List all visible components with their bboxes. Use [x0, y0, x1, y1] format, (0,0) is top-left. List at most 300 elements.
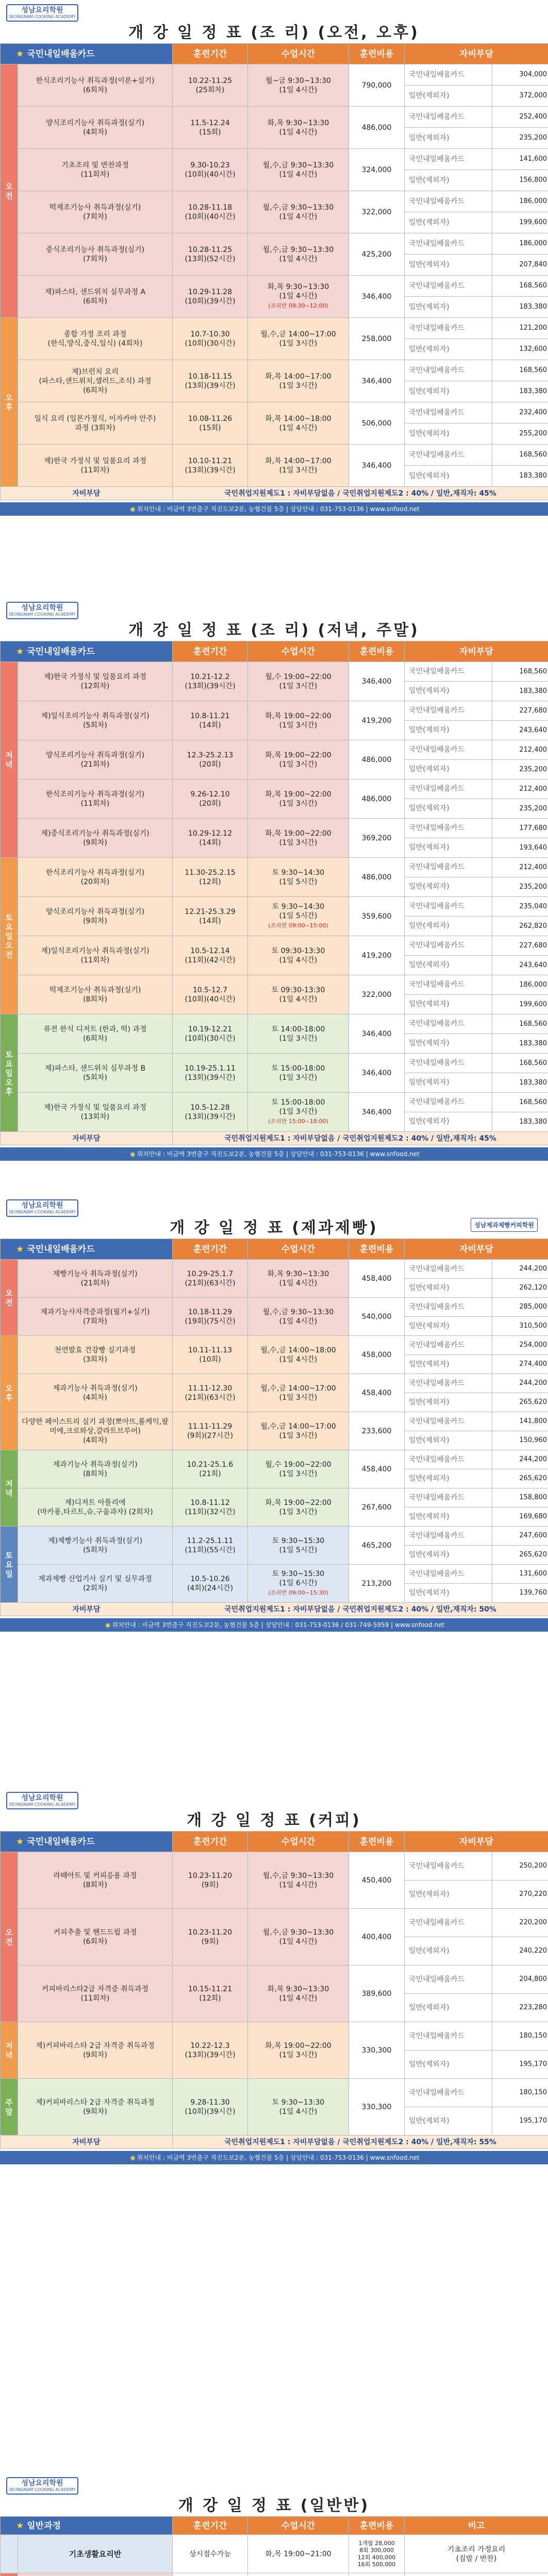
- course-period: 12.21-25.3.29 (14회): [173, 897, 248, 936]
- course-row[interactable]: [1, 779, 548, 799]
- fee-card-amount: 186,000: [492, 233, 548, 255]
- course-time: 월~금 9:30~13:30 (1일 4시간): [248, 64, 349, 107]
- schedule-table: [0, 43, 548, 500]
- fee-label-card: 국민내일배움카드: [409, 902, 465, 910]
- column-header-period: 훈련기간: [173, 44, 248, 64]
- course-period: 10.19-25.1.11 (13회)(39시간): [173, 1054, 248, 1093]
- course-period: 10.15-11.21 (12회): [173, 1965, 248, 2022]
- fee-label-normal: 일반(제외자): [409, 1078, 450, 1087]
- fee-label-card: 국민내일배움카드: [409, 824, 465, 832]
- section-title: 개 강 일 정 표 (커피): [187, 1811, 361, 1829]
- course-fee: 486,000: [349, 858, 405, 897]
- course-name: 천연발효 건강빵 실기과정 (3회차): [18, 1336, 173, 1374]
- group-label: 저 녁: [1, 2022, 18, 2079]
- fee-label-normal: 일반(제외자): [409, 1474, 450, 1483]
- fee-label-card: 국민내일배움카드: [409, 1302, 465, 1311]
- course-row[interactable]: [1, 107, 548, 128]
- course-period: 9.30-10.23 (10회)(40시간): [173, 149, 248, 191]
- group-label: 토 요 일: [1, 1527, 18, 1603]
- course-time: 화,목 14:00~17:00 (1일 3시간): [248, 360, 349, 402]
- course-time: 토 15:00-18:00 (1일 3시간) (조리반 15:00~18:00): [248, 1093, 349, 1132]
- course-fee: 506,000: [349, 402, 405, 445]
- fee-normal-amount: 207,840: [492, 255, 548, 276]
- course-time: 월,수 19:00~22:00 (1일 3시간): [248, 662, 349, 701]
- course-row[interactable]: [1, 1852, 548, 1880]
- brand-en: SEONGNAM COOKING ACADEMY: [9, 1210, 76, 1214]
- fee-label-normal: 일반(제외자): [409, 176, 450, 184]
- course-fee: 790,000: [349, 64, 405, 107]
- course-row[interactable]: [1, 2079, 548, 2107]
- fee-type: [405, 191, 492, 212]
- fee-label-normal: 일반(제외자): [409, 1321, 450, 1330]
- fee-type: [405, 1937, 492, 1965]
- time-note: (조리반 09:00~15:30): [268, 1589, 328, 1596]
- info-text: 위치안내 : 비금역 3번출구 직진도보2분, 농협건물 5층 | 상담안내 : 031-753-0136 | www.snfood.net: [137, 2154, 420, 2161]
- fee-card-amount: 131,600: [492, 1565, 548, 1584]
- course-period: 10.22-11.25 (25회차): [173, 64, 248, 107]
- course-fee: 400,400: [349, 1909, 405, 1965]
- footer-text: 국민취업지원제도1 : 자비부담없음 / 국민취업지원제도2 : 40% / 일반,재직자: 45%: [173, 1132, 548, 1145]
- group-label: 주 말: [1, 2079, 18, 2136]
- brand-name: 성남요리학원: [21, 1794, 63, 1802]
- course-fee: 389,600: [349, 1965, 405, 2022]
- fee-type: [405, 1034, 492, 1054]
- fee-label-card: 국민내일배움카드: [409, 785, 465, 793]
- course-row[interactable]: [1, 740, 548, 760]
- fee-type: [405, 86, 492, 107]
- course-row[interactable]: [1, 2022, 548, 2050]
- footer-label: 자비부담: [1, 1603, 173, 1616]
- group-label: 오 후: [1, 1336, 18, 1450]
- course-time: 월,수,금 9:30~13:30 (1일 4시간): [248, 149, 349, 191]
- general-table: [0, 2516, 548, 2576]
- course-row[interactable]: [1, 858, 548, 877]
- course-fee: 346,400: [349, 276, 405, 318]
- footer-text: 국민취업지원제도1 : 자비부담없음 / 국민취업지원제도2 : 40% / 일반,재직자: 50%: [173, 1603, 548, 1616]
- course-time: 월,수,금 14:00~17:00 (1일 3시간): [248, 1374, 349, 1412]
- fee-type: [405, 445, 492, 466]
- course-row[interactable]: [1, 701, 548, 721]
- fee-type: [405, 917, 492, 936]
- course-period: 10.21-12.2 (13회)(39시간): [173, 662, 248, 701]
- fee-label-card: 국민내일배움카드: [409, 239, 465, 248]
- fee-type: [405, 1355, 492, 1374]
- card-header: [1, 1239, 173, 1260]
- fee-type: [405, 740, 492, 760]
- course-period: 10.08-11.26 (15회): [173, 402, 248, 445]
- fee-type: [405, 799, 492, 819]
- fee-label-card: 국민내일배움카드: [409, 1341, 465, 1349]
- fee-type: [405, 1546, 492, 1565]
- fee-type: [405, 1279, 492, 1298]
- column-header-self: 자비부담: [405, 1832, 548, 1852]
- fee-type: [405, 1412, 492, 1431]
- brand-logo[interactable]: [6, 4, 78, 22]
- fee-label-card: 국민내일배움카드: [409, 863, 465, 871]
- column-header-time: 수업시간: [248, 1239, 349, 1260]
- course-name: 라떼아트 및 커피응용 과정 (8회차): [18, 1852, 173, 1909]
- course-row[interactable]: [1, 1260, 548, 1279]
- fee-card-amount: 252,400: [492, 107, 548, 128]
- course-name: 떡제조기능사 취득과정(실기) (8회차): [18, 975, 173, 1014]
- course-fee: 267,600: [349, 1488, 405, 1527]
- fee-normal-amount: 132,600: [492, 339, 548, 360]
- fee-label-card: 국민내일배움카드: [409, 667, 465, 675]
- course-name: 제)브런치 요리 (파스타,샌드위치,샐러드,조식) 과정 (6회차): [18, 360, 173, 402]
- course-fee: 465,200: [349, 1527, 405, 1565]
- fee-normal-amount: 310,500: [492, 1317, 548, 1336]
- course-row[interactable]: [1, 191, 548, 212]
- fee-label-normal: 일반(제외자): [409, 91, 450, 100]
- fee-type: [405, 276, 492, 297]
- course-fee: 419,200: [349, 701, 405, 740]
- fee-type: [405, 2107, 492, 2136]
- course-fee: 322,000: [349, 191, 405, 233]
- course-period: 10.22-12.3 (13회)(39시간): [173, 2022, 248, 2079]
- course-row[interactable]: [1, 1374, 548, 1393]
- course-fee: 486,000: [349, 740, 405, 779]
- group-label: 오 후: [1, 318, 18, 487]
- course-name: 제)중식조리기능사 취득과정(실기) (9회차): [18, 819, 173, 858]
- fee-card-amount: 212,400: [492, 858, 548, 877]
- fee-label-normal: 일반(제외자): [409, 804, 450, 812]
- fee-type: [405, 1093, 492, 1112]
- group-label: 오 전: [1, 1852, 18, 2022]
- fee-type: [405, 297, 492, 318]
- course-period: 9.26-12.10 (20회): [173, 779, 248, 819]
- star-icon: ★: [16, 646, 24, 657]
- group-label: 저 녁: [1, 662, 18, 858]
- section-title: 개 강 일 정 표 (조 리) (오전, 오후): [128, 24, 420, 42]
- course-row[interactable]: [1, 445, 548, 466]
- fee-normal-amount: 243,640: [492, 956, 548, 975]
- course-time: 화,목 19:00~22:00 (1일 3시간): [248, 779, 349, 819]
- course-fee: 346,400: [349, 1054, 405, 1093]
- info-text: 위치안내 : 비금역 3번출구 직진도보2분, 농협건물 5층 | 상담안내 : 031-753-0136 | www.snfood.net: [137, 1150, 420, 1158]
- course-row[interactable]: [1, 1412, 548, 1431]
- fee-type: [405, 662, 492, 682]
- fee-label-normal: 일반(제외자): [409, 133, 450, 142]
- fee-type: [405, 779, 492, 799]
- fee-card-amount: 244,200: [492, 1260, 548, 1279]
- fee-normal-amount: 265,620: [492, 1393, 548, 1412]
- card-label: 국민내일배움카드: [27, 1244, 95, 1255]
- course-time: 화,목 19:00~22:00 (1일 3시간): [248, 2022, 349, 2079]
- fee-normal-amount: 195,170: [492, 2107, 548, 2136]
- fee-label-normal: 일반(제외자): [409, 1512, 450, 1521]
- course-row[interactable]: [1, 276, 548, 297]
- fee-type: [405, 1112, 492, 1132]
- fee-label-card: 국민내일배움카드: [409, 1417, 465, 1426]
- course-fee: 346,400: [349, 1093, 405, 1132]
- fee-card-amount: 168,560: [492, 276, 548, 297]
- fee-normal-amount: 265,620: [492, 1469, 548, 1488]
- course-time: 화,목 9:30~13:30 (1일 4시간): [248, 107, 349, 149]
- course-fee: 486,000: [349, 779, 405, 819]
- fee-type: [405, 1584, 492, 1603]
- fee-type: [405, 1994, 492, 2022]
- fee-label-card: 국민내일배움카드: [409, 1531, 465, 1540]
- course-row[interactable]: [1, 1488, 548, 1507]
- group-label: 오 전: [1, 1260, 18, 1336]
- fee-card-amount: 227,680: [492, 936, 548, 956]
- course-row[interactable]: [1, 936, 548, 956]
- fee-label-card: 국민내일배움카드: [409, 1059, 465, 1067]
- course-row[interactable]: [1, 819, 548, 838]
- course-name: 제)커피바리스타 2급 자격증 취득과정 (9회차): [18, 2022, 173, 2079]
- fee-type: [405, 1565, 492, 1584]
- fee-label-normal: 일반(제외자): [409, 961, 450, 969]
- course-fee: 324,000: [349, 149, 405, 191]
- fee-type: [405, 360, 492, 381]
- course-row[interactable]: [1, 1450, 548, 1469]
- brand-logo[interactable]: [6, 2477, 78, 2495]
- course-name: 제빵기능사 취득과정(실기) (21회차): [18, 1260, 173, 1298]
- fee-label-normal: 일반(제외자): [409, 1398, 450, 1406]
- fee-type: [405, 858, 492, 877]
- course-row[interactable]: [1, 1965, 548, 1994]
- course-row[interactable]: [1, 1527, 548, 1546]
- location-icon: ◉: [130, 1150, 136, 1158]
- star-icon: ★: [16, 1836, 24, 1847]
- info-bar: [0, 1618, 548, 1632]
- course-name: 제)한국 가정식 및 일품요리 과정 (13회차): [18, 1093, 173, 1132]
- fee-type: [405, 255, 492, 276]
- course-name: 제)커피바리스타 2급 자격증 취득과정 (9회차): [18, 2079, 173, 2136]
- schedule-section: [0, 0, 548, 582]
- course-time: 화,목 9:30~13:30 (1일 4시간): [248, 1260, 349, 1298]
- fee-card-amount: 254,000: [492, 1336, 548, 1355]
- fee-label-card: 국민내일배움카드: [409, 450, 465, 459]
- fee-label-card: 국민내일배움카드: [409, 366, 465, 375]
- course-row[interactable]: [1, 1298, 548, 1317]
- fee-type: [405, 2079, 492, 2107]
- star-icon: ★: [16, 48, 24, 59]
- brand-logo[interactable]: [6, 602, 78, 619]
- fee-type: [405, 1450, 492, 1469]
- course-name: 양식조리기능사 취득과정(실기) (4회차): [18, 107, 173, 149]
- general-remark: [405, 2573, 548, 2576]
- fee-label-normal: 일반(제외자): [409, 1360, 450, 1368]
- column-header-fee: 훈련비용: [349, 641, 405, 662]
- course-period: 10.21-25.1.6 (21회): [173, 1450, 248, 1488]
- schedule-section: [0, 1195, 548, 1762]
- fee-label-normal: 일반(제외자): [409, 765, 450, 773]
- fee-normal-amount: 183,380: [492, 1112, 548, 1132]
- course-row[interactable]: [1, 64, 548, 86]
- fee-type: [405, 995, 492, 1014]
- star-icon: ★: [16, 2520, 24, 2531]
- course-time: 토 09:30-13:30 (1일 4시간): [248, 975, 349, 1014]
- course-fee: 369,200: [349, 819, 405, 858]
- fee-type: [405, 877, 492, 897]
- course-name: 제)제빵기능사 취득과정(실기) (5회차): [18, 1527, 173, 1565]
- star-icon: ★: [16, 1244, 24, 1255]
- fee-card-amount: 180,150: [492, 2079, 548, 2107]
- fee-card-amount: 212,400: [492, 779, 548, 799]
- fee-type: [405, 819, 492, 838]
- brand-logo[interactable]: [6, 1792, 78, 1809]
- basic-course-fee: 1개월 28,000 8회 300,000 12회 400,000 16회 500,000: [349, 2535, 405, 2573]
- card-label: 국민내일배움카드: [27, 1836, 95, 1847]
- fee-normal-amount: 183,380: [492, 381, 548, 402]
- fee-normal-amount: 262,820: [492, 917, 548, 936]
- info-bar: [0, 2151, 548, 2164]
- general-label: 일반과정: [27, 2520, 61, 2531]
- fee-type: [405, 423, 492, 445]
- fee-type: [405, 1260, 492, 1279]
- basic-course-period: 상시접수가능: [173, 2535, 248, 2573]
- course-time: 화,목 14:00~17:00 (1일 3시간): [248, 445, 349, 487]
- course-name: 제)일식조리기능사 취득과정(실기) (5회차): [18, 701, 173, 740]
- fee-type: [405, 1527, 492, 1546]
- brand-logo[interactable]: [6, 1199, 78, 1217]
- fee-label-normal: 일반(제외자): [409, 883, 450, 891]
- group-label: 저 녁: [1, 1450, 18, 1527]
- column-header-self: 자비부담: [405, 1239, 548, 1260]
- card-header: [1, 1832, 173, 1852]
- fee-card-amount: 168,560: [492, 1014, 548, 1034]
- fee-type: [405, 1014, 492, 1034]
- fee-type: [405, 2050, 492, 2079]
- course-fee: 346,400: [349, 360, 405, 402]
- section-title: 개 강 일 정 표 (제과제빵): [170, 1219, 378, 1237]
- fee-type: [405, 838, 492, 858]
- fee-type: [405, 107, 492, 128]
- course-name: 제과제빵 산업기사 실기 및 실무과정 (2회차): [18, 1565, 173, 1603]
- location-icon: ◉: [130, 2154, 136, 2161]
- course-row[interactable]: [1, 1565, 548, 1584]
- card-header: [1, 641, 173, 662]
- course-period: 10.5-10.26 (4회)(24시간): [173, 1565, 248, 1603]
- column-header-remark: 비고: [405, 2516, 548, 2534]
- course-row[interactable]: [1, 318, 548, 339]
- fee-label-normal: 일반(제외자): [409, 2003, 450, 2012]
- fee-label-card: 국민내일배움카드: [409, 155, 465, 163]
- course-row[interactable]: [1, 1054, 548, 1073]
- fee-label-card: 국민내일배움카드: [409, 745, 465, 754]
- fee-card-amount: 180,150: [492, 2022, 548, 2050]
- footer-label: 자비부담: [1, 1132, 173, 1145]
- fee-type: [405, 128, 492, 149]
- column-header-period: 훈련기간: [173, 641, 248, 662]
- course-time: 화,목 19:00~22:00 (1일 3시간): [248, 819, 349, 858]
- course-period: 10.29-12.12 (14회): [173, 819, 248, 858]
- course-fee: 450,400: [349, 1852, 405, 1909]
- course-fee: 213,200: [349, 1565, 405, 1603]
- course-time: 월,수,금 14:00~17:00 (1일 3시간): [248, 1412, 349, 1450]
- course-row[interactable]: [1, 1336, 548, 1355]
- brand-name: 성남요리학원: [21, 2479, 63, 2487]
- course-name: 떡제조기능사 취득과정(실기) (7회차): [18, 191, 173, 233]
- fee-normal-amount: 199,600: [492, 995, 548, 1014]
- card-label: 국민내일배움카드: [27, 48, 95, 59]
- course-name: 양식조리기능사 취득과정(실기) (9회차): [18, 897, 173, 936]
- course-row[interactable]: [1, 1909, 548, 1937]
- fee-label-card: 국민내일배움카드: [409, 1379, 465, 1387]
- footer-label: 자비부담: [1, 2136, 173, 2149]
- course-name: 커피추출 및 핸드드립 과정 (6회차): [18, 1909, 173, 1965]
- course-period: 10.8-11.12 (11회)(32시간): [173, 1488, 248, 1527]
- course-row[interactable]: [1, 897, 548, 917]
- card-label: 국민내일배움카드: [27, 646, 95, 657]
- course-row[interactable]: [1, 1014, 548, 1034]
- course-row[interactable]: [1, 1093, 548, 1112]
- course-row[interactable]: [1, 975, 548, 995]
- course-fee: 258,000: [349, 318, 405, 360]
- section-title: 개 강 일 정 표 (조 리) (저녁, 주말): [128, 621, 420, 639]
- fee-card-amount: 141,800: [492, 1412, 548, 1431]
- info-text: 위치안내 : 비금역 3번출구 직진도보2분, 농협건물 5층 | 상담안내 : 031-753-0136 | www.snfood.net: [137, 505, 420, 513]
- course-row[interactable]: [1, 402, 548, 423]
- course-row[interactable]: [1, 662, 548, 682]
- fee-normal-amount: 223,280: [492, 1994, 548, 2022]
- column-header-time: 수업시간: [248, 641, 349, 662]
- fee-normal-amount: 235,200: [492, 877, 548, 897]
- fee-type: [405, 897, 492, 917]
- fee-card-amount: 186,000: [492, 975, 548, 995]
- general-fee: [349, 2573, 405, 2576]
- course-row[interactable]: [1, 233, 548, 255]
- course-name: 제과기능사자격증과정(필기+실기) (7회차): [18, 1298, 173, 1336]
- fee-normal-amount: 262,120: [492, 1279, 548, 1298]
- course-name: 제)파스타, 샌드위치 실무과정 A (6회차): [18, 276, 173, 318]
- fee-type: [405, 1431, 492, 1450]
- course-time: 월,수,금 9:30~13:30 (1일 4시간): [248, 1909, 349, 1965]
- basic-course-row[interactable]: [1, 2535, 548, 2573]
- course-name: 한식조리기능사 취득과정(실기) (20회차): [18, 858, 173, 897]
- course-time: 토 9:30~14:30 (1일 5시간) (조리반 09:00~15:00): [248, 897, 349, 936]
- course-name: 제)디저트 아틀리에 (마카롱,타르트,슈,구움과자) (2회차): [18, 1488, 173, 1527]
- fee-type: [405, 956, 492, 975]
- fee-type: [405, 1336, 492, 1355]
- course-time: 월,수,금 14:00~18:00 (1일 4시간): [248, 1336, 349, 1374]
- fee-label-normal: 일반(제외자): [409, 843, 450, 852]
- column-header-fee: 훈련비용: [349, 1239, 405, 1260]
- course-fee: 458,000: [349, 1336, 405, 1374]
- course-row[interactable]: [1, 360, 548, 381]
- fee-label-card: 국민내일배움카드: [409, 1918, 465, 1927]
- course-row[interactable]: [1, 149, 548, 170]
- general-period: [173, 2573, 248, 2576]
- fee-card-amount: 285,000: [492, 1298, 548, 1317]
- fee-normal-amount: 255,200: [492, 423, 548, 445]
- fee-normal-amount: 372,000: [492, 86, 548, 107]
- course-time: 월,수,금 9:30~13:30 (1일 4시간): [248, 1298, 349, 1336]
- fee-card-amount: 220,200: [492, 1909, 548, 1937]
- fee-label-normal: 일반(제외자): [409, 922, 450, 930]
- fee-normal-amount: 235,200: [492, 128, 548, 149]
- column-header-fee: 훈련비용: [349, 2516, 405, 2534]
- course-name: 한식조리기능사 취득과정(실기) (11회차): [18, 779, 173, 819]
- fee-label-card: 국민내일배움카드: [409, 1455, 465, 1464]
- group-label: 토 요 일 오 전: [1, 858, 18, 1014]
- general-course: [18, 2573, 173, 2576]
- fee-type: [405, 402, 492, 423]
- fee-type: [405, 2022, 492, 2050]
- fee-card-amount: 304,000: [492, 64, 548, 86]
- fee-label-normal: 일반(제외자): [409, 471, 450, 480]
- fee-normal-amount: 183,380: [492, 682, 548, 701]
- fee-label-card: 국민내일배움카드: [409, 1493, 465, 1502]
- course-period: 10.28-11.18 (10회)(40시간): [173, 191, 248, 233]
- fee-label-normal: 일반(제외자): [409, 429, 450, 438]
- fee-card-amount: 250,200: [492, 1852, 548, 1880]
- fee-label-card: 국민내일배움카드: [409, 281, 465, 290]
- fee-label-card: 국민내일배움카드: [409, 2088, 465, 2097]
- general-course-row[interactable]: [1, 2573, 548, 2576]
- location-icon: ◉: [105, 1621, 111, 1629]
